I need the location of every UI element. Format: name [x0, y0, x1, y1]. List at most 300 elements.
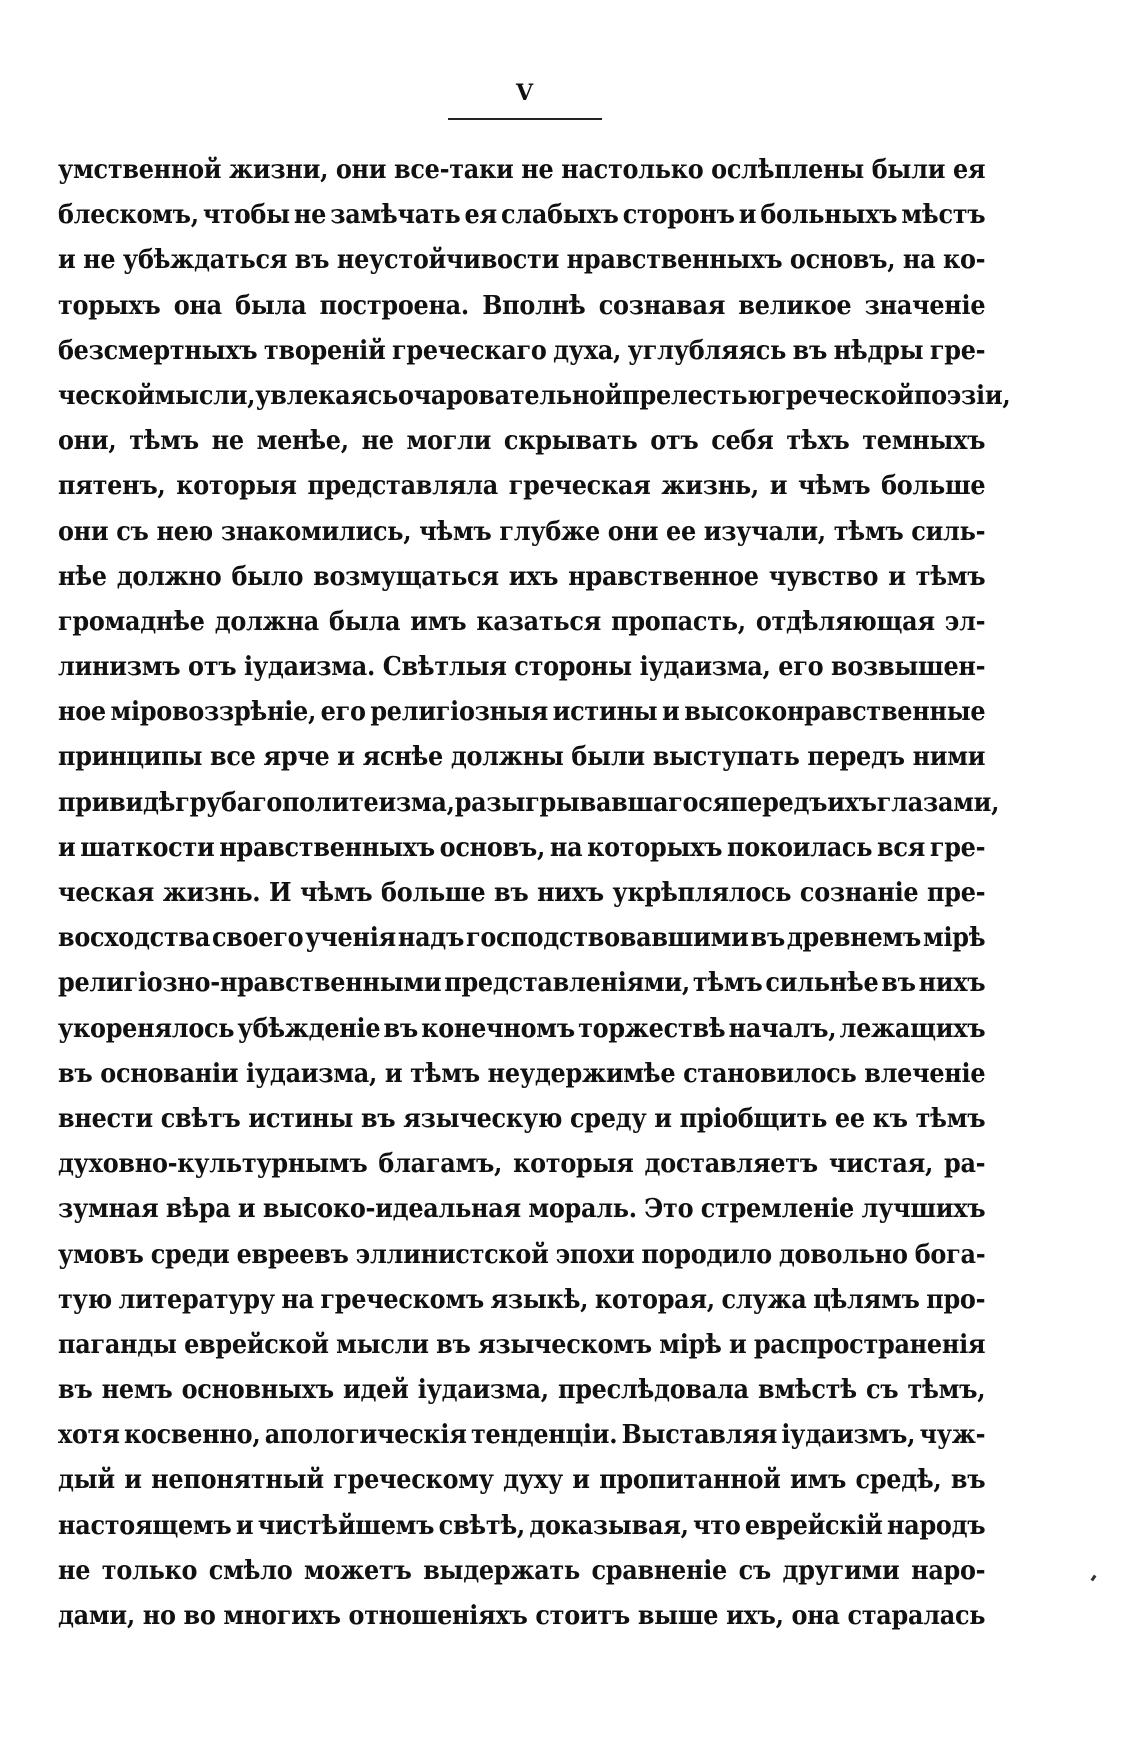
text-word: тую [58, 1284, 112, 1315]
text-word: изучали, [703, 516, 826, 547]
text-word: линизмъ [58, 652, 181, 683]
text-word: тѣхъ [786, 426, 850, 457]
text-word: нѣе [58, 561, 107, 592]
text-word: эллинистской [355, 1239, 549, 1270]
text-word: должны [450, 742, 564, 773]
body-text [58, 148, 1011, 1639]
text-word: основъ, [789, 245, 896, 276]
text-line [58, 961, 985, 1006]
text-word: ко- [942, 245, 986, 276]
text-word: силь- [911, 516, 986, 547]
text-word: на [281, 1284, 314, 1315]
text-word: яснѣе [362, 742, 444, 773]
text-word: языкѣ, [490, 1284, 589, 1315]
text-word: выступать [652, 742, 800, 773]
text-word: блескомъ, [58, 200, 199, 231]
text-word: зумная [58, 1194, 159, 1225]
text-word: эл- [944, 606, 986, 637]
text-word: стремленіе [700, 1194, 855, 1225]
text-word: тѣмъ [129, 426, 199, 457]
text-word: возвышен- [830, 652, 986, 683]
text-word: и [654, 1103, 672, 1134]
text-word: чѣмъ [299, 878, 373, 908]
text-word: и [237, 1194, 256, 1225]
text-line [58, 645, 985, 690]
text-word: основъ, [439, 832, 546, 863]
text-word: доставляетъ [644, 1149, 818, 1180]
text-word: распространенія [753, 1329, 986, 1360]
text-word: была [235, 290, 307, 321]
text-word: съ [738, 1555, 771, 1586]
text-word: преслѣдовала [557, 1375, 749, 1406]
text-word: безсмертныхъ [58, 335, 258, 366]
text-line [58, 735, 985, 780]
text-word: жизнь, [661, 471, 759, 502]
text-word: и [662, 697, 680, 728]
text-word: доказывая, [529, 1510, 689, 1541]
page-number: V [515, 80, 535, 106]
text-word: въ [493, 878, 529, 908]
text-word: ними [912, 742, 986, 773]
text-word: нравственныхъ [566, 245, 783, 276]
text-word: внести [58, 1103, 153, 1134]
text-word: не [521, 155, 554, 185]
text-word: ческая [58, 878, 155, 908]
text-word: не [361, 426, 394, 457]
text-word: дами, [58, 1601, 135, 1631]
text-word: началъ, [728, 1013, 837, 1044]
text-word: іудаизма, [246, 1058, 378, 1089]
text-line [58, 1504, 985, 1549]
text-word: казаться [476, 606, 602, 637]
text-line [58, 1278, 985, 1323]
text-word: ихъ [827, 787, 877, 818]
text-word: идей [343, 1375, 409, 1406]
text-word: литературу [118, 1284, 275, 1315]
text-word: увлекаясь [255, 380, 399, 411]
text-word: высоконравственные [684, 697, 986, 728]
text-word: великое [738, 290, 852, 321]
text-word: они [335, 155, 387, 185]
text-word: іудаизма, [417, 1375, 549, 1406]
text-line [58, 419, 985, 464]
text-word: выдержать [423, 1555, 580, 1586]
text-line [58, 781, 1000, 826]
text-word: больныхъ [760, 200, 898, 231]
text-word: въ [750, 923, 785, 954]
text-line [58, 284, 985, 329]
text-word: чтобы [202, 200, 290, 231]
scan-speck [1091, 1575, 1097, 1582]
text-word: греческомъ [320, 1284, 484, 1315]
text-word: чѣмъ [419, 516, 492, 547]
text-word: принципы [58, 742, 203, 773]
text-word: громаднѣе [58, 606, 205, 637]
text-word: умовъ [58, 1239, 144, 1270]
text-line [58, 374, 1011, 419]
text-word: но [142, 1601, 176, 1631]
text-word: и [235, 1510, 254, 1541]
text-word: лучшихъ [861, 1194, 986, 1225]
text-word: и [728, 1329, 747, 1360]
text-word: ея [952, 155, 986, 185]
text-word: древнемъ [786, 923, 922, 954]
text-word: отдѣляющая [755, 606, 935, 637]
text-word: темныхъ [862, 426, 986, 457]
text-word: цѣлямъ [813, 1284, 920, 1315]
text-word: все [210, 742, 256, 773]
text-word: въ [360, 1103, 396, 1134]
text-word: не [58, 1555, 91, 1586]
text-word: сторонъ [622, 200, 735, 231]
text-word: косвенно, [123, 1420, 261, 1451]
text-word: мысли, [154, 380, 256, 411]
text-word: смѣло [208, 1555, 293, 1586]
text-word: должна [214, 606, 319, 637]
text-word: истины [248, 1103, 354, 1134]
text-word: нихъ [918, 968, 986, 999]
text-word: возмущаться [313, 561, 499, 592]
text-word: міровоззрѣніе, [110, 697, 317, 728]
text-word: и [888, 561, 906, 592]
text-word: къ [872, 1103, 908, 1134]
text-word: имъ [790, 1465, 847, 1496]
text-word: могли [406, 426, 492, 457]
text-word: знакомились, [220, 516, 412, 547]
text-word: построена. [319, 290, 469, 321]
text-word: передъ [729, 787, 828, 818]
text-word: они [58, 516, 109, 547]
text-line [58, 1007, 985, 1052]
text-word: съ [116, 516, 149, 547]
text-word: и [572, 1465, 590, 1496]
text-word: наро- [911, 1555, 986, 1586]
text-word: Свѣтлыя [382, 652, 507, 683]
text-line [58, 1549, 985, 1594]
text-word: передъ [807, 742, 905, 773]
text-word: очаровательной [398, 380, 623, 411]
text-word: и [58, 245, 76, 276]
text-word: про- [926, 1284, 986, 1315]
text-word: на [549, 832, 583, 863]
text-word: благамъ, [378, 1149, 503, 1180]
text-word: при [58, 787, 110, 818]
text-word: которыя [513, 1149, 634, 1180]
text-word: религіозныя [370, 697, 549, 728]
text-word: съ [865, 1375, 899, 1406]
text-word: и [58, 832, 76, 863]
text-word: становилось [683, 1058, 857, 1089]
text-word: нею [156, 516, 213, 547]
text-word: и [769, 471, 788, 502]
text-word: во [183, 1601, 216, 1631]
text-word: нравственное [568, 561, 759, 592]
text-word: они, [58, 426, 117, 457]
text-word: себя [711, 426, 774, 457]
text-word: были [571, 742, 645, 773]
text-word: тѣмъ [692, 968, 763, 999]
text-line [58, 871, 985, 916]
text-line [58, 1458, 985, 1503]
text-word: чистая, [828, 1149, 934, 1180]
text-word: нихъ [537, 878, 604, 908]
text-word: греческаго [392, 335, 547, 366]
text-word: служа [721, 1284, 807, 1315]
text-word: его [778, 652, 824, 683]
text-word: пре- [927, 878, 986, 908]
text-word: грубаго [175, 787, 283, 818]
text-word: пятенъ, [58, 471, 166, 502]
text-word: въ [294, 245, 330, 276]
text-word: въ [436, 1329, 471, 1360]
text-word: чуж- [919, 1420, 986, 1451]
text-word: духу [503, 1465, 563, 1496]
text-word: тѣмъ [410, 1058, 480, 1089]
text-word: дый [58, 1465, 115, 1496]
text-word: И [268, 878, 292, 908]
text-line [58, 329, 985, 374]
text-word: Это [644, 1194, 694, 1225]
text-word: больше [881, 471, 986, 502]
text-word: представленіями, [444, 968, 690, 999]
text-word: другими [782, 1555, 900, 1586]
text-word: ческой [58, 380, 155, 411]
text-word: отъ [188, 652, 237, 683]
text-word: она [791, 1601, 840, 1631]
text-word: довольно [778, 1239, 908, 1270]
text-word: укоренялось [58, 1013, 235, 1044]
text-line [58, 1187, 985, 1232]
text-word: твореній [263, 335, 386, 366]
text-line [58, 1233, 985, 1278]
text-word: и [738, 200, 757, 231]
text-word: имъ [410, 606, 467, 637]
text-word: породило [641, 1239, 772, 1270]
text-word: еврейской [184, 1329, 329, 1360]
text-word: тѣмъ, [907, 1375, 986, 1406]
text-word: греческому [333, 1465, 494, 1496]
text-word: неустойчивости [336, 245, 560, 276]
text-word: въ [383, 1013, 418, 1044]
text-word: представляла [307, 471, 498, 502]
text-word: должно [116, 561, 222, 592]
text-word: неудержимѣе [487, 1058, 676, 1089]
text-word: пропитанной [599, 1465, 781, 1496]
text-word: мораль. [528, 1194, 637, 1225]
text-word: она [173, 290, 222, 321]
text-word: свѣтѣ, [438, 1510, 525, 1541]
text-word: своего [211, 923, 304, 954]
text-word: ученія [305, 923, 396, 954]
text-word: которыхъ [587, 832, 723, 863]
text-word: чѣмъ [797, 471, 871, 502]
text-word: мірѣ [922, 923, 986, 954]
text-word: въ [58, 1058, 93, 1089]
text-line [58, 148, 985, 193]
text-word: тѣмъ [915, 561, 986, 592]
text-word: поэзіи, [913, 380, 1011, 411]
text-word: истины [552, 697, 658, 728]
text-word: чувство [768, 561, 879, 592]
text-word: ихъ, [726, 1601, 784, 1631]
text-word: его [320, 697, 366, 728]
text-line [58, 1368, 985, 1413]
header-rule [448, 118, 602, 120]
text-word: іудаизмъ, [781, 1420, 916, 1451]
text-word: мірѣ [659, 1329, 722, 1360]
text-word: ное [58, 697, 106, 728]
text-word: іудаизма, [639, 652, 771, 683]
text-word: ра- [944, 1149, 986, 1180]
text-word: замѣчать [330, 200, 461, 231]
text-word: которая, [594, 1284, 715, 1315]
text-word: въ [792, 335, 828, 366]
text-word: и [337, 742, 355, 773]
text-word: покоилась [727, 832, 873, 863]
text-word: ослѣплены [711, 155, 864, 185]
text-word: основаніи [100, 1058, 239, 1089]
text-word: Выставляя [621, 1420, 778, 1451]
text-word: торыхъ [58, 290, 161, 321]
text-word: было [231, 561, 304, 592]
text-word: не [293, 200, 327, 231]
text-word: которыя [176, 471, 297, 502]
text-word: влеченіе [864, 1058, 986, 1089]
text-word: ярче [263, 742, 330, 773]
text-word: ее [834, 1103, 865, 1134]
text-word: нѣдры [833, 335, 924, 366]
text-word: хотя [58, 1420, 120, 1451]
text-word: эпохи [555, 1239, 635, 1270]
text-word: тѣмъ [915, 1103, 986, 1134]
text-word: и [384, 1058, 403, 1089]
text-word: что [693, 1510, 741, 1541]
text-word: отъ [650, 426, 699, 457]
text-word: они [607, 516, 659, 547]
text-word: укрѣплялось [612, 878, 792, 908]
text-word: пропасть, [611, 606, 746, 637]
text-word: не [83, 245, 116, 276]
text-word: больше [381, 878, 486, 908]
text-line [58, 1097, 985, 1142]
text-word: греческой [771, 380, 914, 411]
text-word: основныхъ [181, 1375, 334, 1406]
text-word: непонятный [151, 1465, 324, 1496]
text-word: въ [881, 968, 916, 999]
text-word: тенденціи. [470, 1420, 618, 1451]
text-word: религіозно-нравственными [58, 968, 442, 999]
text-line [58, 464, 985, 509]
text-word: стороны [514, 652, 632, 683]
text-word: свѣтъ [160, 1103, 241, 1134]
text-word: греческая [508, 471, 651, 502]
text-line [58, 826, 985, 871]
text-word: не [211, 426, 244, 457]
text-word: ихъ [508, 561, 559, 592]
text-word: мысли [336, 1329, 429, 1360]
text-word: лежащихъ [839, 1013, 986, 1044]
text-word: на [902, 245, 936, 276]
text-word: мѣстъ [901, 200, 986, 231]
text-word: и [124, 1465, 142, 1496]
text-word: были [871, 155, 946, 185]
text-word: торжествѣ [578, 1013, 726, 1044]
text-word: старалась [847, 1601, 986, 1631]
text-line [58, 1323, 985, 1368]
text-word: евреевъ [236, 1239, 349, 1270]
text-word: средѣ, [855, 1465, 942, 1496]
text-word: убѣждаться [122, 245, 288, 276]
text-line [58, 1142, 985, 1187]
text-word: нравственныхъ [219, 832, 435, 863]
text-word: жизни, [229, 155, 329, 185]
text-word: ея [464, 200, 497, 231]
text-word: убѣжденіе [237, 1013, 381, 1044]
text-word: въ [950, 1465, 986, 1496]
text-word: политеизма, [282, 787, 455, 818]
text-word: умственной [58, 155, 222, 185]
text-line [58, 1413, 985, 1458]
text-word: чистѣйшемъ [257, 1510, 435, 1541]
text-word: слабыхъ [501, 200, 619, 231]
text-word: вся [876, 832, 926, 863]
text-word: была [329, 606, 401, 637]
text-word: жизнь. [162, 878, 261, 908]
text-line [58, 510, 985, 555]
text-line [58, 1594, 985, 1639]
text-line [58, 600, 985, 645]
text-line [58, 193, 985, 238]
text-word: глазами, [876, 787, 1000, 818]
text-word: все-таки [394, 155, 514, 185]
text-word: отношеніяхъ [348, 1601, 528, 1631]
text-word: многихъ [223, 1601, 341, 1631]
text-word: среду [569, 1103, 647, 1134]
text-word: конечномъ [421, 1013, 575, 1044]
text-word: настоящемъ [58, 1510, 232, 1541]
text-line [58, 690, 985, 735]
text-word: бога- [914, 1239, 986, 1270]
text-word: іудаизма. [244, 652, 375, 683]
text-word: разыгрывавшагося [454, 787, 730, 818]
text-word: настолько [561, 155, 704, 185]
text-word: гре- [929, 832, 986, 863]
text-line [58, 555, 985, 600]
text-word: языческую [403, 1103, 563, 1134]
text-word: сильнѣе [765, 968, 879, 999]
text-line [58, 916, 985, 961]
text-word: народъ [887, 1510, 986, 1541]
text-word: прелестью [622, 380, 772, 411]
text-word: глубже [499, 516, 600, 547]
text-line [58, 1052, 985, 1097]
text-word: гре- [929, 335, 986, 366]
text-word: ее [666, 516, 696, 547]
text-word: духа, [553, 335, 622, 366]
text-word: сравненіе [591, 1555, 727, 1586]
text-word: сознавая [598, 290, 726, 321]
text-word: менѣе, [256, 426, 349, 457]
text-word: только [101, 1555, 198, 1586]
text-line [58, 238, 985, 283]
text-word: стоитъ [535, 1601, 630, 1631]
text-word: немъ [101, 1375, 173, 1406]
text-word: тѣмъ [833, 516, 904, 547]
text-word: углубляясь [627, 335, 787, 366]
text-word: еврейскій [744, 1510, 883, 1541]
text-word: значеніе [864, 290, 986, 321]
text-word: пріобщить [679, 1103, 828, 1134]
